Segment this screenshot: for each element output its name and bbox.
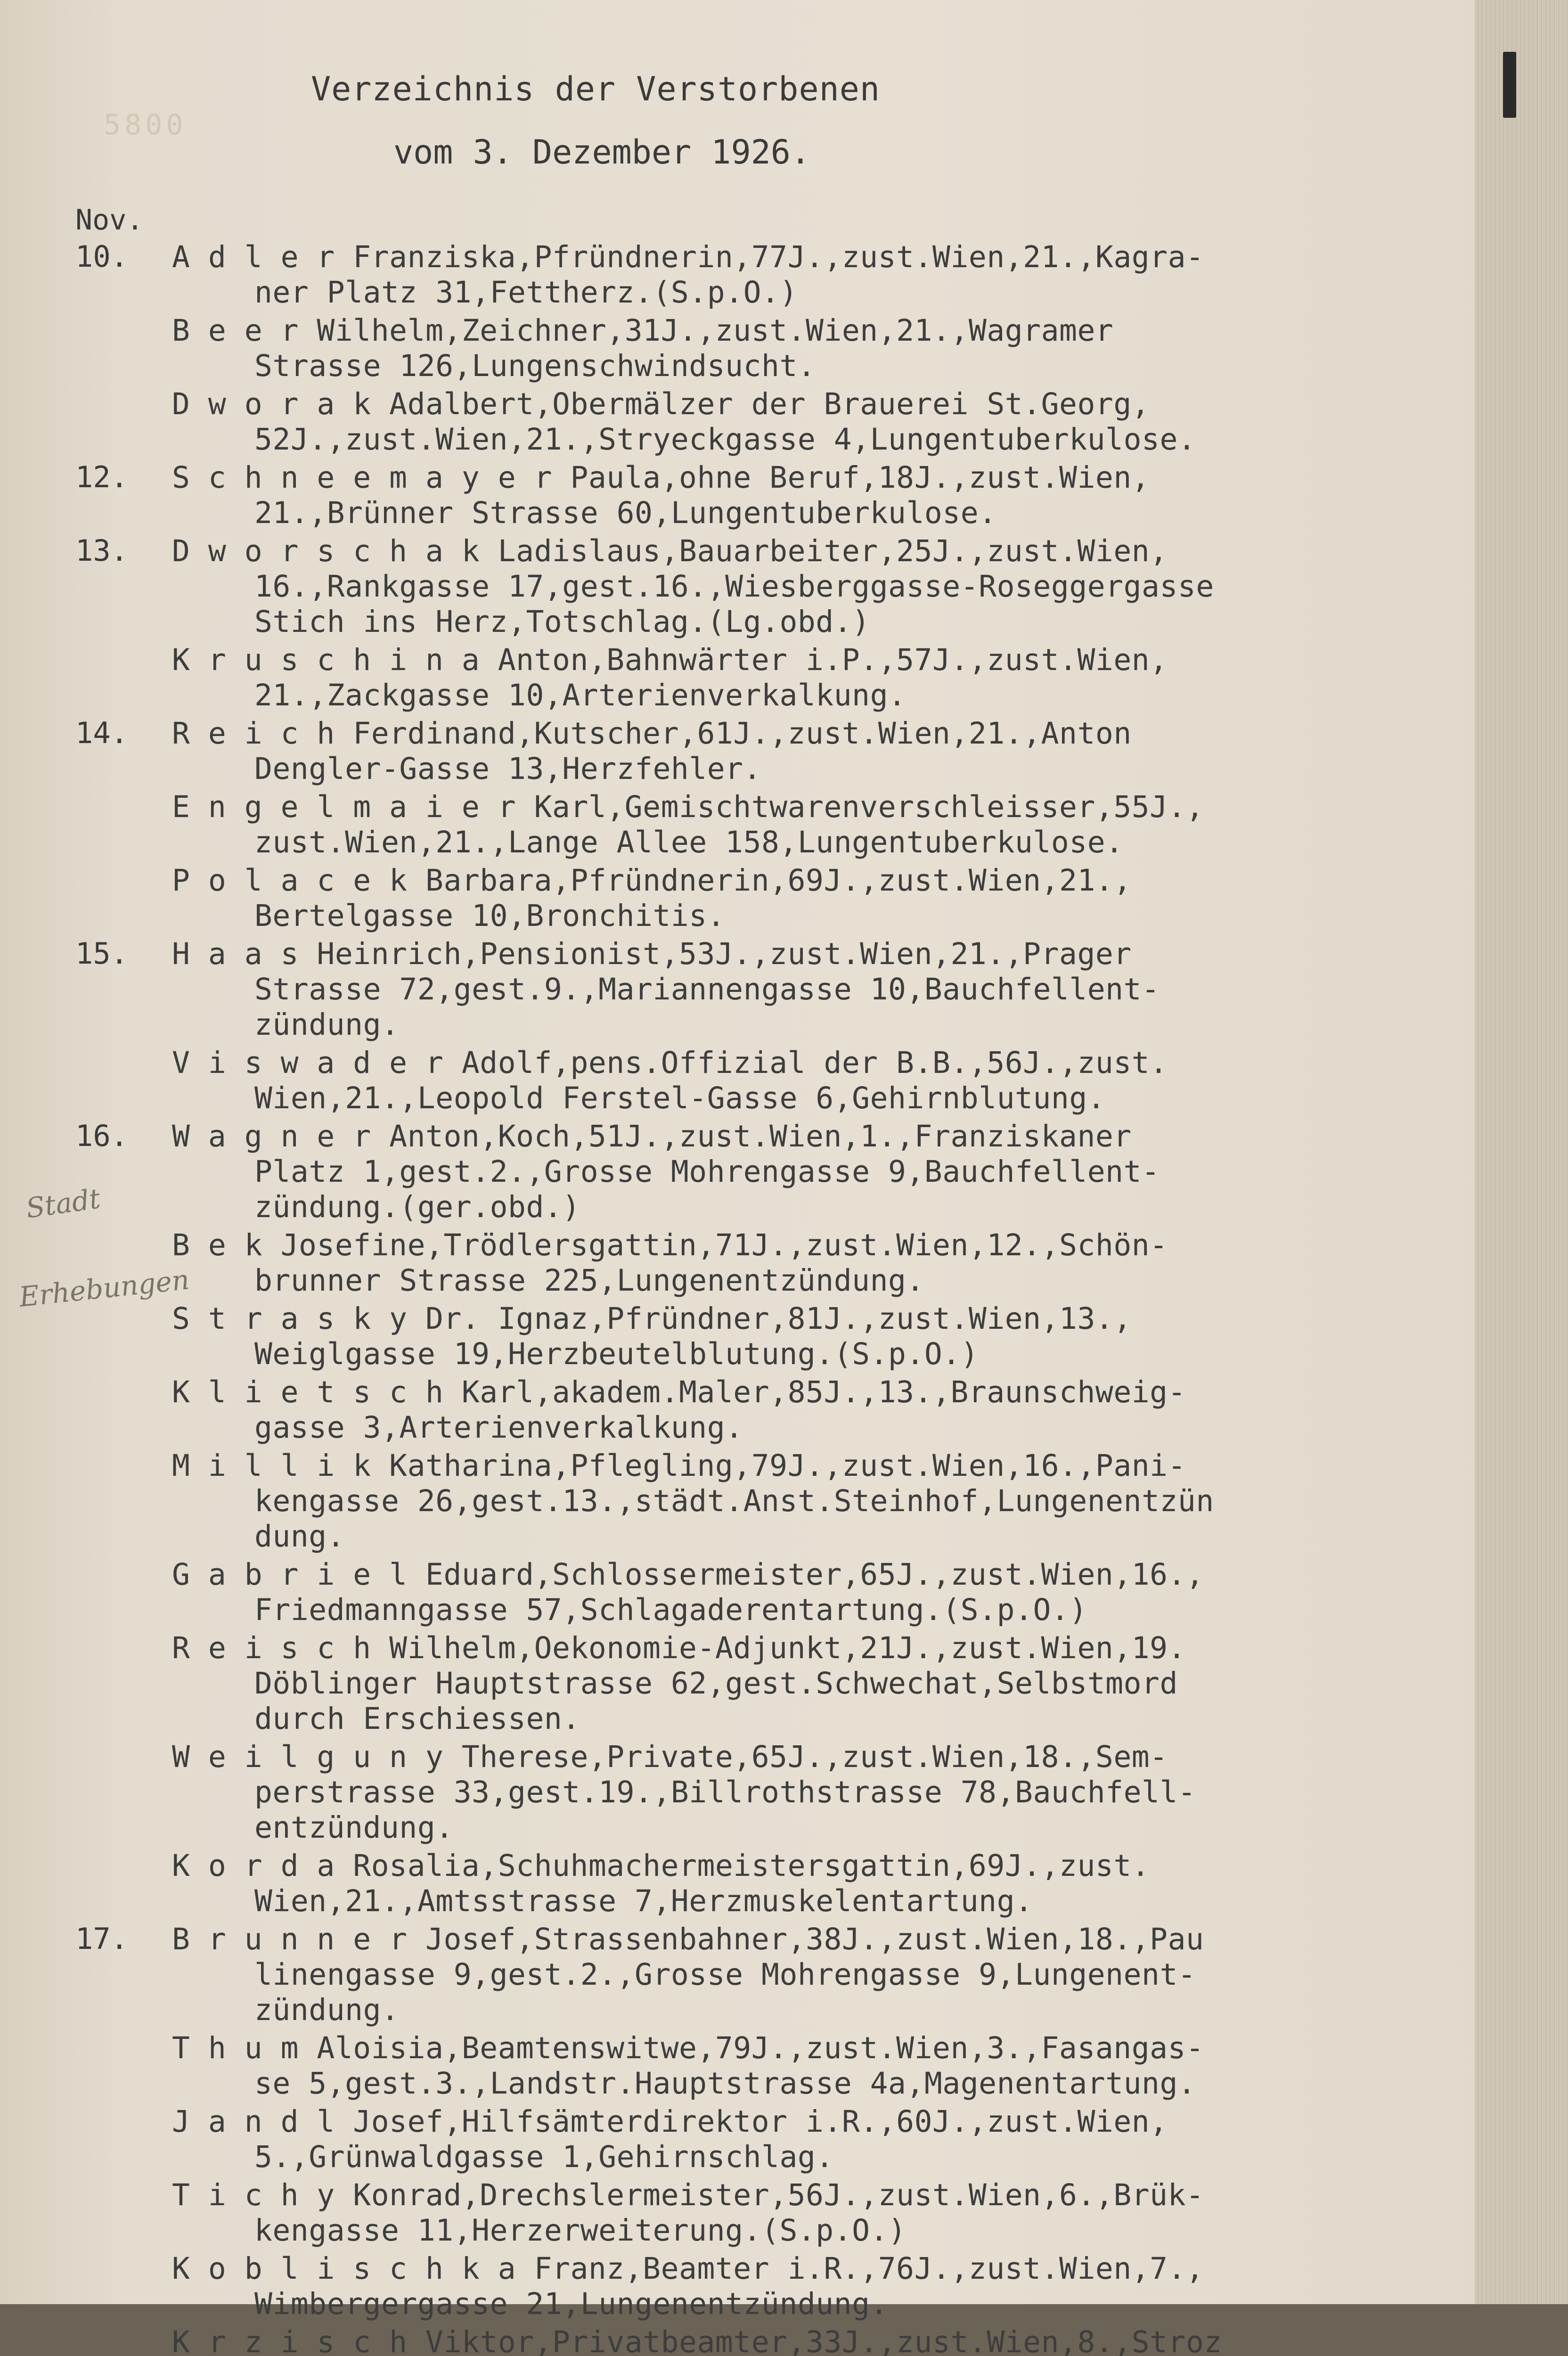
entry-continuation-line: kengasse 26,gest.13.,städt.Anst.Steinhof,Lungenentzün: [254, 1484, 1214, 1518]
faded-stamp: 5800: [104, 108, 187, 141]
entry: [0, 460, 1413, 531]
entry-continuation-line: 21.,Zackgasse 10,Arterienverkalkung.: [254, 678, 906, 712]
entry: [0, 2177, 1413, 2248]
entry-name-line: K o r d a Rosalia,Schuhmachermeistersgattin,69J.,zust.: [172, 1849, 1150, 1883]
entry-continuation-line: 5.,Grünwaldgasse 1,Gehirnschlag.: [254, 2140, 834, 2174]
entry-continuation-line: entzündung.: [254, 1810, 454, 1845]
entry-continuation-line: brunner Strasse 225,Lungenentzündung.: [254, 1263, 924, 1298]
page-title: Verzeichnis der Verstorbenen: [311, 70, 881, 108]
entry-name-line: E n g e l m a i e r Karl,Gemischtwarenverschleisser,55J.,: [172, 790, 1204, 824]
entry-continuation-line: Döblinger Hauptstrasse 62,gest.Schwechat,Selbstmord: [254, 1666, 1178, 1701]
entry: [0, 789, 1413, 860]
entry-name-line: D w o r s c h a k Ladislaus,Bauarbeiter,25J.,zust.Wien,: [172, 534, 1168, 568]
entry-continuation-line: zust.Wien,21.,Lange Allee 158,Lungentuberkulose.: [254, 825, 1124, 859]
entry-day: 16.: [75, 1119, 128, 1153]
entry: [0, 863, 1413, 933]
entry-continuation-line: Stich ins Herz,Totschlag.(Lg.obd.): [254, 605, 870, 639]
entry: [0, 1739, 1413, 1845]
entry-name-line: D w o r a k Adalbert,Obermälzer der Brauerei St.Georg,: [172, 387, 1150, 421]
entry-name-line: T i c h y Konrad,Drechslermeister,56J.,zust.Wien,6.,Brük-: [172, 2178, 1204, 2212]
entry-continuation-line: durch Erschiessen.: [254, 1702, 580, 1736]
entry-day: 17.: [75, 1922, 128, 1956]
entry-name-line: K r z i s c h Viktor,Privatbeamter,33J.,zust.Wien,8.,Stroz: [172, 2325, 1222, 2356]
entry: [0, 313, 1413, 384]
entry-name-line: B e k Josefine,Trödlersgattin,71J.,zust.Wien,12.,Schön-: [172, 1228, 1168, 1262]
entry-continuation-line: 21.,Brünner Strasse 60,Lungentuberkulose.: [254, 496, 997, 530]
entry-day: 12.: [75, 460, 128, 494]
entry-continuation-line: linengasse 9,gest.2.,Grosse Mohrengasse 9,Lungenent-: [254, 1957, 1196, 1992]
entry-continuation-line: dung.: [254, 1519, 345, 1554]
entry: [0, 1557, 1413, 1628]
margin-note-2: Erhebungen: [17, 1263, 191, 1313]
entry-continuation-line: perstrasse 33,gest.19.,Billrothstrasse 78,Bauchfell-: [254, 1775, 1196, 1809]
entry-day: 15.: [75, 936, 128, 971]
page-subtitle: vom 3. Dezember 1926.: [393, 133, 811, 172]
entry-continuation-line: zündung.(ger.obd.): [254, 1190, 580, 1224]
bookmark-tab: [1503, 52, 1516, 118]
entry-continuation-line: Platz 1,gest.2.,Grosse Mohrengasse 9,Bauchfellent-: [254, 1154, 1160, 1189]
entry: [0, 2104, 1413, 2175]
entry: [0, 2030, 1413, 2101]
entry: [0, 1227, 1413, 1298]
entry-day: 13.: [75, 533, 128, 568]
entry-name-line: W a g n e r Anton,Koch,51J.,zust.Wien,1.,Franziskaner: [172, 1119, 1132, 1153]
entry: [0, 2251, 1413, 2322]
entry-continuation-line: Weiglgasse 19,Herzbeutelblutung.(S.p.O.): [254, 1337, 979, 1371]
entry: [0, 1448, 1413, 1554]
entry-continuation-line: gasse 3,Arterienverkalkung.: [254, 1410, 743, 1445]
entry: [0, 1848, 1413, 1919]
entry-continuation-line: zündung.: [254, 1993, 400, 2027]
entry-continuation-line: Wien,21.,Leopold Ferstel-Gasse 6,Gehirnblutung.: [254, 1081, 1106, 1115]
entry-continuation-line: Strasse 72,gest.9.,Mariannengasse 10,Bauchfellent-: [254, 972, 1160, 1006]
entry-name-line: S t r a s k y Dr. Ignaz,Pfründner,81J.,zust.Wien,13.,: [172, 1301, 1132, 1336]
entry-name-line: R e i c h Ferdinand,Kutscher,61J.,zust.Wien,21.,Anton: [172, 716, 1132, 751]
entry-continuation-line: kengasse 11,Herzerweiterung.(S.p.O.): [254, 2213, 906, 2248]
entry-continuation-line: 52J.,zust.Wien,21.,Stryeckgasse 4,Lungentuberkulose.: [254, 422, 1196, 457]
entry: [0, 1630, 1413, 1736]
entry: [0, 1045, 1413, 1116]
month-label: Nov.: [75, 204, 144, 237]
entry-name-line: G a b r i e l Eduard,Schlossermeister,65J.,zust.Wien,16.,: [172, 1557, 1204, 1592]
entry-continuation-line: Wien,21.,Amtsstrasse 7,Herzmuskelentartung.: [254, 1884, 1033, 1918]
entry-name-line: M i l l i k Katharina,Pflegling,79J.,zust.Wien,16.,Pani-: [172, 1448, 1186, 1483]
entry: [0, 1301, 1413, 1372]
entry-name-line: S c h n e e m a y e r Paula,ohne Beruf,18J.,zust.Wien,: [172, 460, 1150, 495]
page-edges: [1475, 0, 1568, 2304]
entry-name-line: K r u s c h i n a Anton,Bahnwärter i.P.,57J.,zust.Wien,: [172, 643, 1168, 677]
entry: [0, 1374, 1413, 1445]
entry: [0, 1922, 1413, 2028]
entry-name-line: A d l e r Franziska,Pfründnerin,77J.,zust.Wien,21.,Kagra-: [172, 240, 1204, 274]
entry-name-line: P o l a c e k Barbara,Pfründnerin,69J.,zust.Wien,21.,: [172, 863, 1132, 898]
entry-name-line: B r u n n e r Josef,Strassenbahner,38J.,zust.Wien,18.,Pau: [172, 1922, 1204, 1956]
entry-continuation-line: ner Platz 31,Fettherz.(S.p.O.): [254, 275, 798, 310]
entry-name-line: T h u m Aloisia,Beamtenswitwe,79J.,zust.Wien,3.,Fasangas-: [172, 2031, 1204, 2065]
entry: [0, 642, 1413, 713]
entry-continuation-line: zündung.: [254, 1007, 400, 1042]
entry: [0, 2324, 1413, 2356]
margin-note-1: Stadt: [24, 1182, 103, 1225]
entry-name-line: H a a s Heinrich,Pensionist,53J.,zust.Wien,21.,Prager: [172, 937, 1132, 971]
entry-continuation-line: Strasse 126,Lungenschwindsucht.: [254, 349, 816, 383]
entry-continuation-line: Bertelgasse 10,Bronchitis.: [254, 899, 726, 933]
entry-name-line: K l i e t s c h Karl,akadem.Maler,85J.,13.,Braunschweig-: [172, 1375, 1186, 1409]
entry-day: 10.: [75, 239, 128, 274]
entry-continuation-line: se 5,gest.3.,Landstr.Hauptstrasse 4a,Magenentartung.: [254, 2066, 1196, 2101]
entry-continuation-line: Friedmanngasse 57,Schlagaderentartung.(S.p.O.): [254, 1593, 1087, 1627]
entry: [0, 239, 1413, 310]
entry-continuation-line: Wimbergergasse 21,Lungenentzündung.: [254, 2287, 889, 2321]
entry-continuation-line: 16.,Rankgasse 17,gest.16.,Wiesberggasse-Roseggergasse: [254, 569, 1214, 604]
entry-name-line: V i s w a d e r Adolf,pens.Offizial der B.B.,56J.,zust.: [172, 1046, 1168, 1080]
entry: [0, 533, 1413, 639]
entry-continuation-line: Dengler-Gasse 13,Herzfehler.: [254, 752, 762, 786]
entry-name-line: R e i s c h Wilhelm,Oekonomie-Adjunkt,21J.,zust.Wien,19.: [172, 1631, 1186, 1665]
entry-name-line: W e i l g u n y Therese,Private,65J.,zust.Wien,18.,Sem-: [172, 1740, 1168, 1774]
entry: [0, 386, 1413, 457]
entry-name-line: K o b l i s c h k a Franz,Beamter i.R.,76J.,zust.Wien,7.,: [172, 2251, 1204, 2286]
entry: [0, 716, 1413, 786]
entry-day: 14.: [75, 716, 128, 750]
entry: [0, 1119, 1413, 1225]
entry-name-line: J a n d l Josef,Hilfsämterdirektor i.R.,60J.,zust.Wien,: [172, 2104, 1168, 2139]
entry-name-line: B e e r Wilhelm,Zeichner,31J.,zust.Wien,21.,Wagramer: [172, 313, 1114, 348]
entry: [0, 936, 1413, 1042]
